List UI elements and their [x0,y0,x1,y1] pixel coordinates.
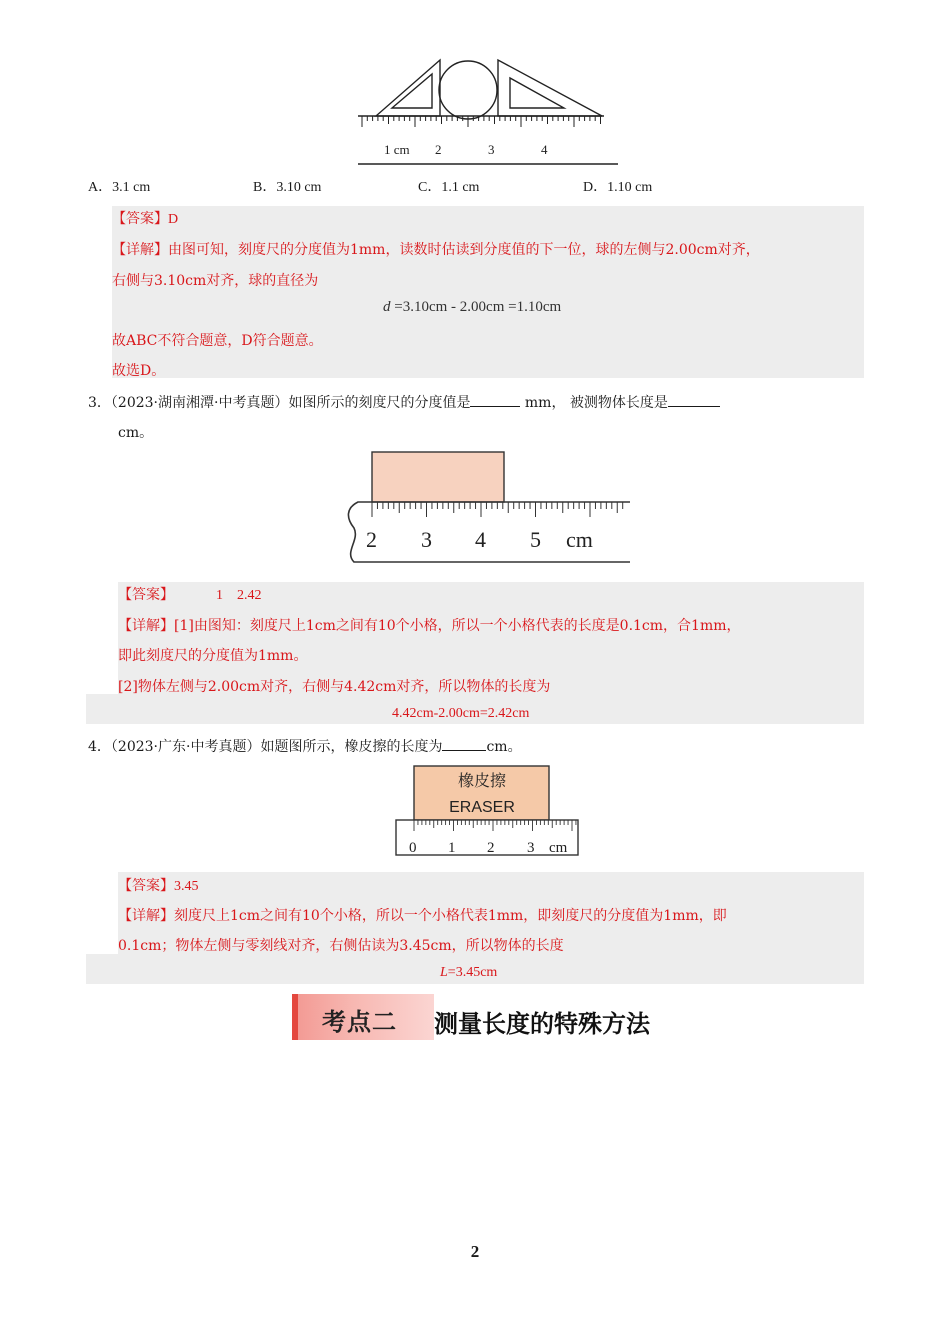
q2-formula [383,299,561,316]
fig1-tick-label: 2 [435,142,442,157]
question-text: mm， 被测物体长度是 [520,395,668,411]
answer-label: 【答案】 [118,878,174,894]
detail-text: [1]由图知：刻度尺上1cm之间有10个小格，所以一个小格代表的长度是0.1cm，合1mm， [174,618,741,634]
fig1-tick-label: 3 [488,142,495,157]
ruler-label: 0 [409,840,417,856]
q3-result: 4.42cm-2.00cm=2.42cm [392,706,530,721]
detail-text: 刻度尺上1cm之间有10个小格，所以一个小格代表1mm，即刻度尺的分度值为1mm，即 [174,908,727,924]
ruler-unit: cm [549,840,568,856]
q3-detail-line3: [2]物体左侧与2.00cm对齐，右侧与4.42cm对齐，所以物体的长度为 [118,679,551,695]
q2-conclusion: 故ABC不符合题意，D符合题意。 [112,333,323,349]
detail-text: 由图可知，刻度尺的分度值为1mm，读数时估读到分度值的下一位，球的左侧与2.00cm对齐， [168,242,760,258]
answer-value: D [168,212,179,227]
q3-question [88,392,720,412]
formula-variable: d [383,299,391,315]
fig1-tick-label: 4 [541,142,548,157]
section-header [292,994,712,1042]
q2-final: 故选D。 [112,363,166,379]
q3-detail-line2: 即此刻度尺的分度值为1mm。 [118,648,308,664]
question-text: cm。 [486,739,522,755]
option-d[interactable]: D．1.10 cm [583,180,653,195]
answer-value: 1 2.42 [216,588,262,603]
q4-result [440,965,497,981]
answer-value: 3.45 [174,879,199,894]
q3-answer-line [118,584,262,604]
question-text: （2023·广东·中考真题）如题图所示，橡皮擦的长度为 [110,739,443,755]
section-title: 测量长度的特殊方法 [434,1010,650,1038]
option-c[interactable]: C．1.1 cm [418,180,480,195]
question-number: 4． [88,739,111,755]
ruler-label: 3 [527,840,535,856]
q2-options [88,176,788,198]
formula-variable: L [440,965,448,980]
q3-detail-line1 [118,615,741,635]
question-number: 3． [88,395,111,411]
detail-label: 【详解】 [118,618,174,634]
option-a[interactable]: A．3.1 cm [88,180,151,195]
answer-label: 【答案】 [118,587,174,603]
measured-object [372,452,504,502]
answer-label: 【答案】 [112,211,168,227]
ruler-label: 4 [475,527,486,552]
ruler-unit: cm [566,527,593,552]
figure-eraser-ruler [394,764,580,858]
section-tag [292,994,434,1040]
page-number: 2 [470,1242,480,1261]
ruler-label: 2 [366,527,377,552]
q2-detail-line2: 右侧与3.10cm对齐，球的直径为 [112,273,319,289]
q3-question-cont: cm。 [118,425,154,441]
answer-blank[interactable] [470,392,520,407]
eraser-chinese-label: 橡皮擦 [457,771,507,790]
ruler-label: 3 [421,527,432,552]
formula-text: =3.45cm [447,965,498,980]
detail-label: 【详解】 [118,908,174,924]
section-tag-text: 考点二 [322,1008,397,1036]
q4-detail-line1 [118,905,727,925]
q4-detail-line2: 0.1cm；物体左侧与零刻线对齐，右侧估读为3.45cm，所以物体的长度 [118,938,564,954]
q2-answer-box [112,206,864,378]
q4-answer-line [118,875,199,895]
q2-answer-line [112,208,178,228]
option-b[interactable]: B．3.10 cm [253,180,322,195]
figure-object-ruler [340,448,636,570]
ruler-label: 5 [530,527,541,552]
ruler-label: 1 [448,840,456,856]
q2-detail-line1 [112,239,760,259]
answer-blank[interactable] [442,736,486,751]
answer-blank[interactable] [668,392,720,407]
question-text: （2023·湖南湘潭·中考真题）如图所示的刻度尺的分度值是 [110,395,471,411]
ruler-label: 2 [487,840,495,856]
q4-question [88,736,522,756]
formula-text: =3.10cm - 2.00cm =1.10cm [390,299,562,315]
detail-label: 【详解】 [112,242,168,258]
fig1-tick-label: 1 cm [384,142,410,157]
eraser-english-label: ERASER [449,799,515,816]
figure-ball-ruler [354,56,624,168]
